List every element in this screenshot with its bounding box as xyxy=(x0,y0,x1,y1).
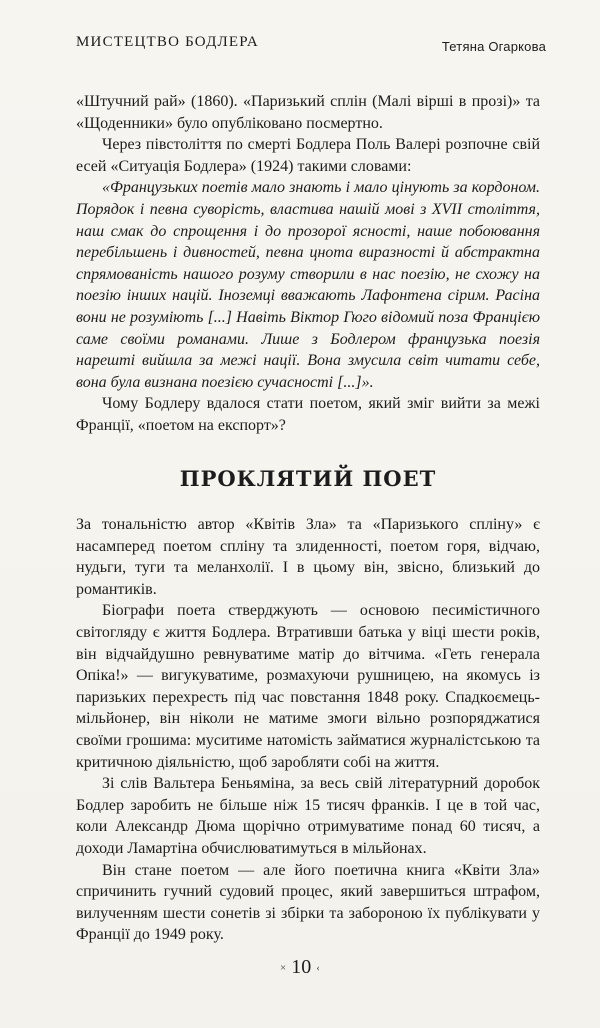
paragraph: Біографи поета стверджують — основою песимістичного світогляду є життя Бодлера. Втративши батька у віці шести років, він відчайдушно ревнуватиме матір до вітчима. «Геть генерала Опіка!» — вигукуватиме, розмахуючи рушницею, на якомусь із паризьких перехресть під час повстання 1848 року. Спадкоємець-мільйонер, він ніколи не матиме змоги вільно розпоряджатися своїми грошима: муситиме натомість займатися журналістською та критичною діяльністю, щоб заробляти собі на життя. xyxy=(76,602,540,771)
body-text-top xyxy=(76,91,540,437)
paragraph: Через півстоліття по смерті Бодлера Поль Валері розпочне свій есей «Ситуація Бодлера» (1924) такими словами: xyxy=(76,136,540,175)
paragraph: Він стане поетом — але його поетична книга «Квіти Зла» спричинить гучний судовий процес, який завершиться штрафом, вилученням шести сонетів зі збірки та забороною їх публікувати у Франції до 1949 року. xyxy=(76,861,540,944)
block-quote: «Французьких поетів мало знають і мало цінують за кордоном. Порядок і певна суворість, властива нашій мові з XVII століття, наш смак до спрощення і до прозорої ясності, наше побоювання перебільшень і дивностей, певна цнота виразності й абстрактна спрямованість нашого розуму створили в нас поезію, не схожу на поезію інших націй. Іноземці вважають Лафонтена сірим. Расіна вони не розуміють [...] Навіть Віктор Гюго відомий поза Францією саме своїми романами. Лише з Бодлером французька поезія нарешті вийшла за межі нації. Вона змусила світ читати себе, вона була визнана поезією сучасності [...]». xyxy=(76,179,540,391)
paragraph: Чому Бодлеру вдалося стати поетом, який зміг вийти за межі Франції, «поетом на експорт»? xyxy=(76,395,540,434)
body-text-bottom xyxy=(76,514,540,946)
page-footer xyxy=(0,956,600,979)
paragraph: «Штучний рай» (1860). «Паризький сплін (Малі вірші в прозі)» та «Щоденники» було опубліковано посмертно. xyxy=(76,93,540,132)
running-header xyxy=(76,34,546,58)
folio-ornament-right: ‹ xyxy=(316,962,320,975)
author-name: Тетяна Огаркова xyxy=(441,39,546,54)
section-heading: ПРОКЛЯТИЙ ПОЕТ xyxy=(179,466,437,491)
page-number: 10 xyxy=(291,956,312,978)
folio-ornament-left: × xyxy=(280,962,287,975)
book-title: МИСТЕЦТВО БОДЛЕРА xyxy=(76,34,259,50)
paragraph: Зі слів Вальтера Беньяміна, за весь свій літературний доробок Бодлер заробить не більше ніж 15 тисяч франків. І це в той час, коли Александр Дюма щорічно отримуватиме понад 60 тисяч, а доходи Ламартіна обчислюватимуться в мільйонах. xyxy=(76,775,540,857)
paragraph: За тональністю автор «Квітів Зла» та «Паризького спліну» є насамперед поетом спліну та злиденності, поетом горя, відчаю, нудьги, туги та меланхолії. І в цьому він, звісно, близький до романтиків. xyxy=(76,516,540,598)
